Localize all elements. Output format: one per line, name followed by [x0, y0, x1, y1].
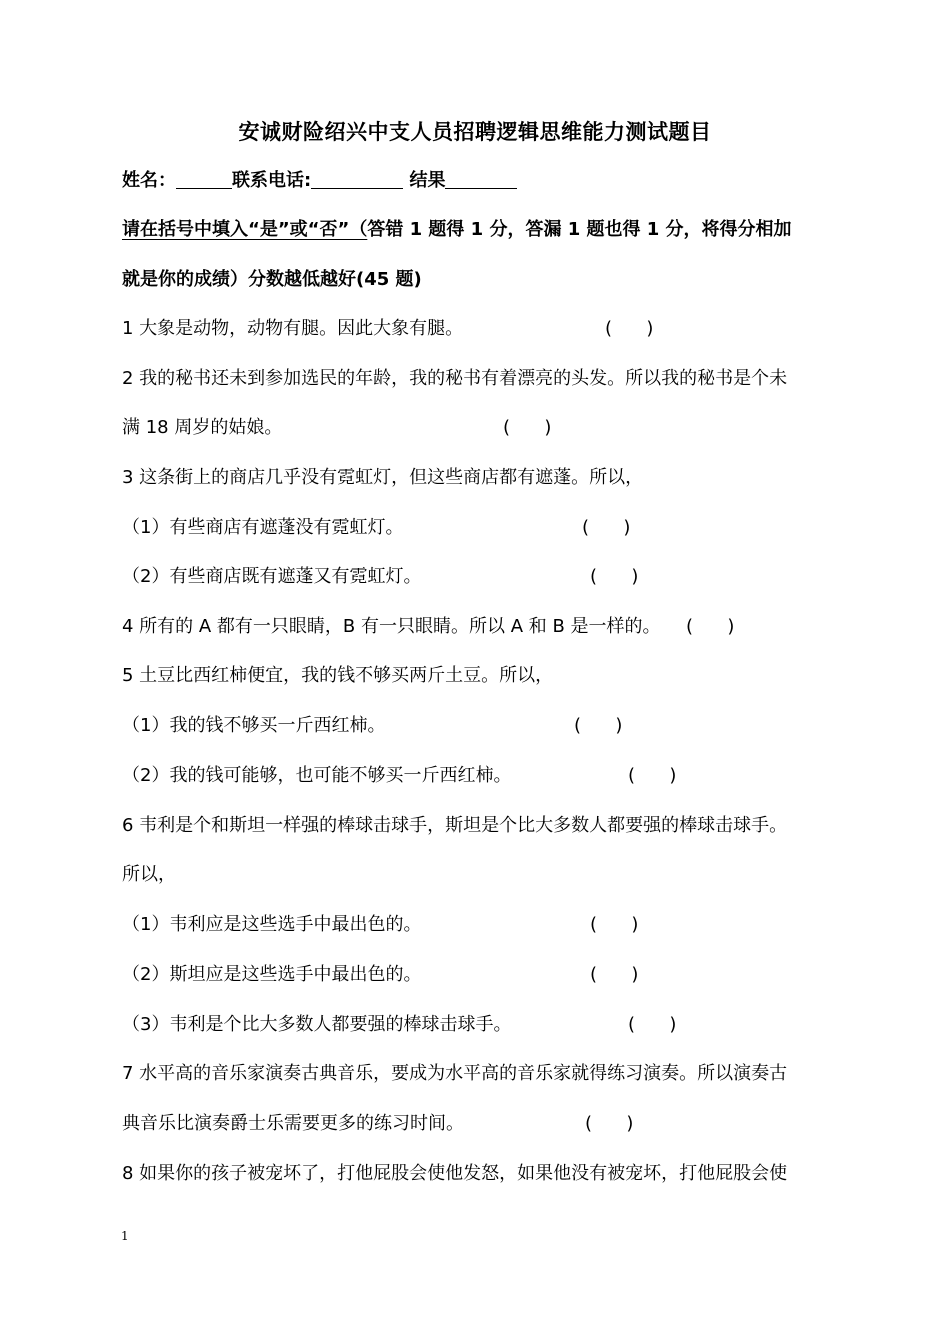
question-3-1: （1）有些商店有遮蓬没有霓虹灯。 — [122, 517, 404, 538]
answer-paren-q7[interactable]: ( ) — [585, 1113, 634, 1134]
question-1: 1 大象是动物，动物有腿。因此大象有腿。 — [122, 318, 464, 339]
answer-paren-q5-1[interactable]: ( ) — [574, 715, 623, 736]
question-6-2: （2）斯坦应是这些选手中最出色的。 — [122, 964, 422, 985]
question-2-line-1: 2 我的秘书还未到参加选民的年龄，我的秘书有着漂亮的头发。所以我的秘书是个未 — [122, 368, 788, 389]
instructions-line-2: 就是你的成绩）分数越低越好(45 题) — [122, 269, 422, 290]
form-fields-row — [122, 168, 517, 194]
question-6-1: （1）韦利应是这些选手中最出色的。 — [122, 914, 422, 935]
answer-paren-q6-3[interactable]: ( ) — [628, 1014, 677, 1035]
answer-paren-q2[interactable]: ( ) — [503, 417, 552, 438]
instructions-underlined: 请在括号中填入“是”或“否”（ — [122, 219, 368, 240]
instructions-line-1 — [122, 217, 792, 243]
answer-paren-q5-2[interactable]: ( ) — [628, 765, 677, 786]
answer-paren-q3-1[interactable]: ( ) — [582, 517, 631, 538]
name-label: 姓名： — [122, 170, 176, 191]
question-7-line-1: 7 水平高的音乐家演奏古典音乐，要成为水平高的音乐家就得练习演奏。所以演奏古 — [122, 1063, 788, 1084]
question-3: 3 这条街上的商店几乎没有霓虹灯，但这些商店都有遮蓬。所以， — [122, 467, 644, 488]
question-5-2: （2）我的钱可能够，也可能不够买一斤西红柿。 — [122, 765, 512, 786]
question-6-line-1: 6 韦利是个和斯坦一样强的棒球击球手，斯坦是个比大多数人都要强的棒球击球手。 — [122, 815, 788, 836]
question-5-1: （1）我的钱不够买一斤西红柿。 — [122, 715, 386, 736]
page-title: 安诚财险绍兴中支人员招聘逻辑思维能力测试题目 — [238, 120, 712, 144]
question-2-line-2: 满 18 周岁的姑娘。 — [122, 417, 283, 438]
question-4 — [122, 614, 661, 640]
question-6-line-2: 所以， — [122, 864, 176, 885]
answer-paren-q6-2[interactable]: ( ) — [590, 964, 639, 985]
question-7-line-2: 典音乐比演奏爵士乐需要更多的练习时间。 — [122, 1113, 464, 1134]
question-4-text: 4 所有的 A 都有一只眼睛，B 有一只眼睛。所以 A 和 B 是一样的。 — [122, 616, 661, 637]
question-8-line-1: 8 如果你的孩子被宠坏了，打他屁股会使他发怒，如果他没有被宠坏，打他屁股会使 — [122, 1163, 788, 1184]
answer-paren-q4[interactable]: ( ) — [686, 616, 735, 637]
result-blank[interactable] — [445, 168, 517, 189]
answer-paren-q6-1[interactable]: ( ) — [590, 914, 639, 935]
answer-paren-q3-2[interactable]: ( ) — [590, 566, 639, 587]
page-number: 1 — [121, 1229, 129, 1243]
name-blank[interactable] — [176, 168, 232, 189]
question-5: 5 土豆比西红柿便宜，我的钱不够买两斤土豆。所以， — [122, 665, 554, 686]
question-6-3: （3）韦利是个比大多数人都要强的棒球击球手。 — [122, 1014, 512, 1035]
answer-paren-q1[interactable]: ( ) — [605, 318, 654, 339]
instructions-rest: 答错 1 题得 1 分，答漏 1 题也得 1 分，将得分相加 — [367, 219, 792, 240]
phone-blank[interactable] — [311, 168, 403, 189]
phone-label: 联系电话: — [232, 170, 312, 191]
question-3-2: （2）有些商店既有遮蓬又有霓虹灯。 — [122, 566, 422, 587]
result-label: 结果 — [409, 170, 446, 191]
